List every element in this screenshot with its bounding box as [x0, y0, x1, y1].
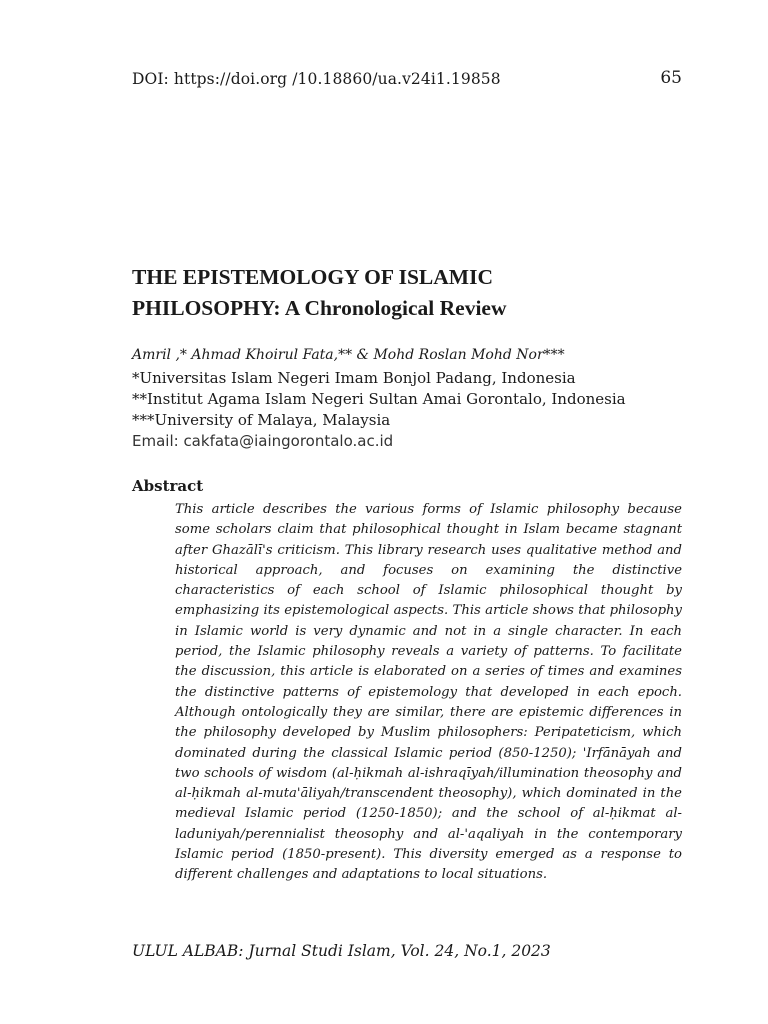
title-line-2: PHILOSOPHY: A Chronological Review — [132, 296, 507, 320]
contact-email[interactable]: Email: cakfata@iaingorontalo.ac.id — [132, 432, 394, 450]
doi-link[interactable]: DOI: https://doi.org /10.18860/ua.v24i1.19858 — [132, 70, 501, 88]
affiliation-3: ***University of Malaya, Malaysia — [132, 411, 391, 429]
affiliation-2: **Institut Agama Islam Negeri Sultan Amai Gorontalo, Indonesia — [132, 390, 626, 408]
affiliation-1: *Universitas Islam Negeri Imam Bonjol Padang, Indonesia — [132, 369, 576, 387]
abstract-heading: Abstract — [132, 477, 204, 495]
journal-footer: ULUL ALBAB: Jurnal Studi Islam, Vol. 24, No.1, 2023 — [132, 942, 551, 960]
article-title — [132, 262, 692, 324]
abstract-body: This article describes the various forms of Islamic philosophy because some scholars claim that philosophical thought in Islam became stagnant after Ghazālī's criticism. This library research uses qualitative method and historical approach, and focuses on examining the distinctive characteristics of each school of Islamic philosophical thought by emphasizing its epistemological aspects. This article shows that philosophy in Islamic world is very dynamic and not in a single character. In each period, the Islamic philosophy reveals a variety of patterns. To facilitate the discussion, this article is elaborated on a series of times and examines the distinctive patterns of epistemology that developed in each epoch. Although ontologically they are similar, there are epistemic differences in the philosophy developed by Muslim philosophers: Peripateticism, which dominated during the classical Islamic period (850-1250); 'Irfānāyah and two schools of wisdom (al-ḥikmah al-ishraqīyah/illumination theosophy and al-ḥikmah al-muta'āliyah/transcendent theosophy), which dominated in the medieval Islamic period (1250-1850); and the school of al-ḥikmat al-laduniyah/perennialist theosophy and al-'aqaliyah in the contemporary Islamic period (1850-present). This diversity emerged as a response to different challenges and adaptations to local situations. — [175, 502, 682, 883]
author-list: Amril ,* Ahmad Khoirul Fata,** & Mohd Roslan Mohd Nor*** — [132, 347, 565, 363]
page-number: 65 — [660, 68, 682, 88]
title-line-1: THE EPISTEMOLOGY OF ISLAMIC — [132, 265, 493, 289]
